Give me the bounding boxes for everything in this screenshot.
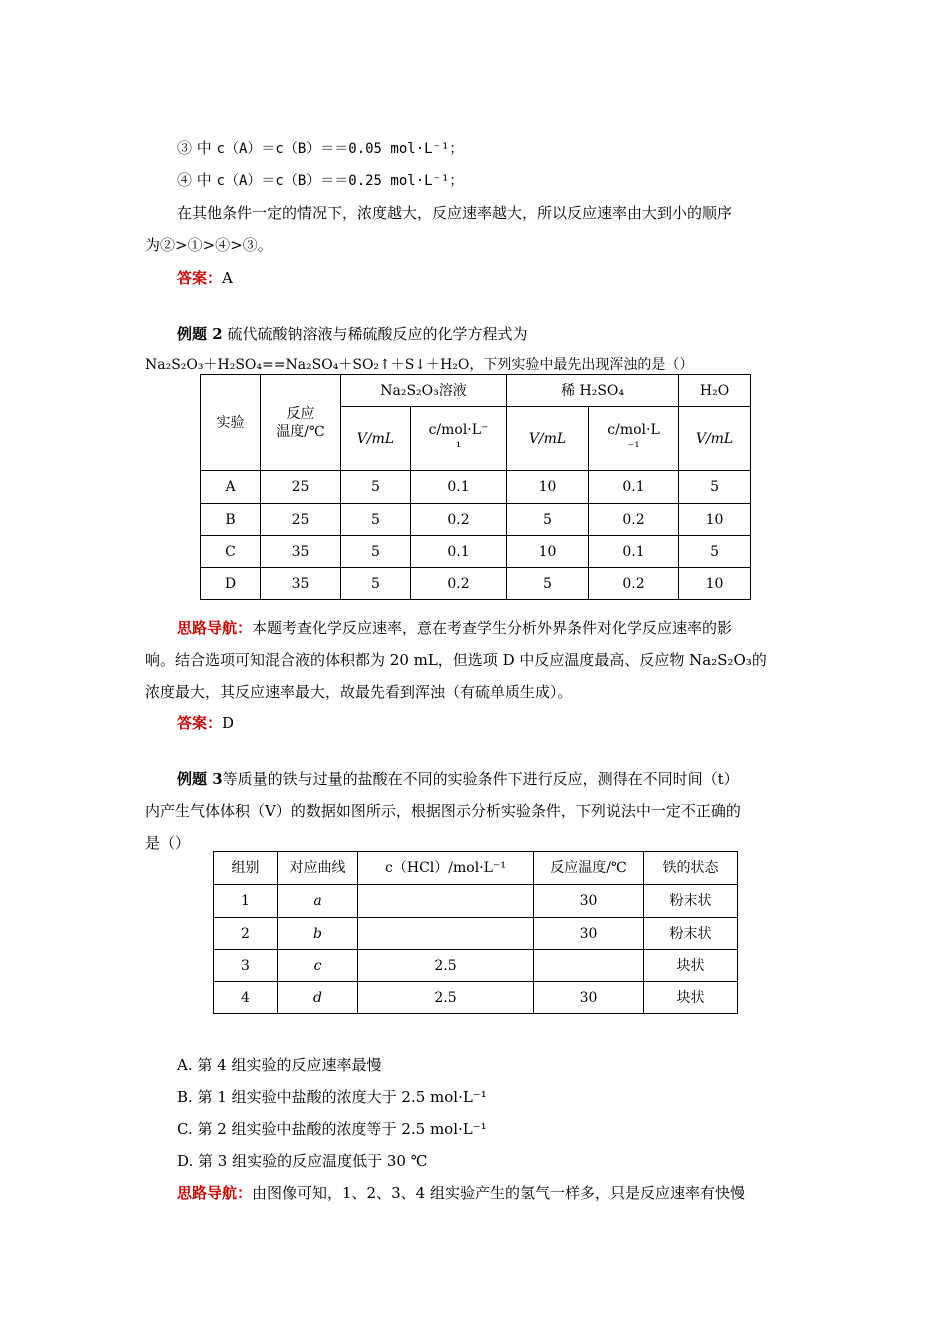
cell: 10 xyxy=(507,471,589,504)
item-label: ④ 中 xyxy=(177,171,217,189)
analysis-label: 思路导航： xyxy=(177,619,253,637)
cell: 0.2 xyxy=(411,568,507,600)
cell: D xyxy=(201,568,261,600)
table-row xyxy=(201,504,751,536)
table-row xyxy=(201,471,751,504)
header-h2so4: 稀 H₂SO₄ xyxy=(507,375,679,407)
item-label: ③ 中 xyxy=(177,139,217,157)
header-volume: V/mL xyxy=(679,407,751,471)
example-title: 例题 3 xyxy=(177,770,223,788)
header-volume: V/mL xyxy=(341,407,411,471)
header-iron-state: 铁的状态 xyxy=(644,852,738,885)
header-curve: 对应曲线 xyxy=(278,852,358,885)
answer-label: 答案： xyxy=(177,714,223,732)
cell: 3 xyxy=(214,950,278,982)
cell: 5 xyxy=(507,504,589,536)
table-row xyxy=(214,982,738,1014)
cell: b xyxy=(278,918,358,950)
header-conc-line2: ¹ xyxy=(455,439,462,455)
cell: 25 xyxy=(261,504,341,536)
table-row xyxy=(214,885,738,918)
cell: 2.5 xyxy=(358,950,534,982)
example-text: 内产生气体体积（V）的数据如图所示，根据图示分析实验条件，下列说法中一定不正确的 xyxy=(145,802,741,820)
cell: d xyxy=(278,982,358,1014)
table-row xyxy=(214,918,738,950)
cell: 块状 xyxy=(644,950,738,982)
cell: 5 xyxy=(341,536,411,568)
cell xyxy=(358,918,534,950)
header-na2s2o3: Na₂S₂O₃溶液 xyxy=(341,375,507,407)
header-water: H₂O xyxy=(679,375,751,407)
analysis-text: 响。结合选项可知混合液的体积都为 20 mL，但选项 D 中反应温度最高、反应物 Na₂S₂O₃的 xyxy=(145,651,767,669)
analysis-text: 由图像可知，1、2、3、4 组实验产生的氢气一样多，只是反应速率有快慢 xyxy=(252,1184,745,1202)
cell: 0.2 xyxy=(589,504,679,536)
cell: 0.1 xyxy=(589,536,679,568)
cell: 0.1 xyxy=(411,471,507,504)
cell: 5 xyxy=(341,504,411,536)
cell: c xyxy=(278,950,358,982)
experiment-table-2 xyxy=(213,851,738,1014)
cell: 30 xyxy=(534,982,644,1014)
header-experiment: 实验 xyxy=(201,375,261,471)
cell: B xyxy=(201,504,261,536)
cell: 粉末状 xyxy=(644,918,738,950)
analysis-label: 思路导航： xyxy=(177,1184,253,1202)
header-conc-line1: c/mol·L⁻ xyxy=(428,421,489,438)
option-c: C. 第 2 组实验中盐酸的浓度等于 2.5 mol·L⁻¹ xyxy=(177,1120,487,1138)
answer-value: A xyxy=(222,269,233,287)
example-text: 等质量的铁与过量的盐酸在不同的实验条件下进行反应，测得在不同时间（t） xyxy=(222,770,739,788)
option-d: D. 第 3 组实验的反应温度低于 30 ℃ xyxy=(177,1152,428,1170)
analysis-text: 本题考查化学反应速率，意在考查学生分析外界条件对化学反应速率的影 xyxy=(252,619,733,637)
header-temp-line1: 反应 xyxy=(286,405,315,422)
analysis-line xyxy=(177,618,732,638)
cell: 5 xyxy=(341,471,411,504)
cell: 粉末状 xyxy=(644,885,738,918)
cell: 0.1 xyxy=(589,471,679,504)
header-concentration xyxy=(589,407,679,471)
answer-value: D xyxy=(222,714,235,732)
header-concentration xyxy=(411,407,507,471)
table-row xyxy=(214,950,738,982)
cell: A xyxy=(201,471,261,504)
example-title: 例题 2 xyxy=(177,325,223,343)
equation-line: Na₂S₂O₃＋H₂SO₄==Na₂SO₄＋SO₂↑＋S↓＋H₂O，下列实验中最先出现浑浊的是（） xyxy=(145,357,694,373)
experiment-table-1 xyxy=(200,374,751,600)
header-temperature xyxy=(261,375,341,471)
cell: 5 xyxy=(679,536,751,568)
cell: 0.2 xyxy=(411,504,507,536)
cell: 0.2 xyxy=(589,568,679,600)
example2-heading xyxy=(177,324,527,344)
table-row xyxy=(201,536,751,568)
example-text: 硫代硫酸钠溶液与稀硫酸反应的化学方程式为 xyxy=(222,325,528,343)
condition-line-4 xyxy=(177,170,463,191)
header-temperature: 反应温度/℃ xyxy=(534,852,644,885)
paragraph-line: 在其他条件一定的情况下，浓度越大，反应速率越大，所以反应速率由大到小的顺序 xyxy=(177,204,733,222)
cell: 35 xyxy=(261,568,341,600)
answer-label: 答案： xyxy=(177,269,223,287)
cell: 1 xyxy=(214,885,278,918)
example3-heading xyxy=(177,769,739,789)
cell xyxy=(358,885,534,918)
option-b: B. 第 1 组实验中盐酸的浓度大于 2.5 mol·L⁻¹ xyxy=(177,1088,487,1106)
concentration-text: c（A）＝c（B）＝＝0.25 mol·L⁻¹； xyxy=(216,173,464,189)
cell: 5 xyxy=(341,568,411,600)
example-text: 是（） xyxy=(145,834,191,852)
cell: 2 xyxy=(214,918,278,950)
header-volume: V/mL xyxy=(507,407,589,471)
analysis-text: 浓度最大，其反应速率最大，故最先看到浑浊（有硫单质生成）。 xyxy=(145,683,573,701)
paragraph-line: 为②>①>④>③。 xyxy=(145,236,273,254)
cell: 35 xyxy=(261,536,341,568)
cell: 0.1 xyxy=(411,536,507,568)
cell: 2.5 xyxy=(358,982,534,1014)
answer-line xyxy=(177,713,234,733)
option-a: A. 第 4 组实验的反应速率最慢 xyxy=(177,1056,382,1074)
cell: 5 xyxy=(507,568,589,600)
header-conc-line2: ⁻¹ xyxy=(627,439,640,455)
cell: 10 xyxy=(679,568,751,600)
cell: 4 xyxy=(214,982,278,1014)
cell: 10 xyxy=(507,536,589,568)
cell: 30 xyxy=(534,918,644,950)
concentration-text: c（A）＝c（B）＝＝0.05 mol·L⁻¹； xyxy=(216,141,464,157)
condition-line-3 xyxy=(177,138,463,159)
cell: 25 xyxy=(261,471,341,504)
header-group: 组别 xyxy=(214,852,278,885)
header-conc-line1: c/mol·L xyxy=(607,421,660,438)
cell: C xyxy=(201,536,261,568)
cell: 10 xyxy=(679,504,751,536)
cell: 5 xyxy=(679,471,751,504)
answer-line xyxy=(177,268,233,288)
cell xyxy=(534,950,644,982)
header-hcl-concentration: c（HCl）/mol·L⁻¹ xyxy=(358,852,534,885)
analysis-line xyxy=(177,1183,745,1203)
cell: a xyxy=(278,885,358,918)
cell: 30 xyxy=(534,885,644,918)
table-row xyxy=(201,568,751,600)
cell: 块状 xyxy=(644,982,738,1014)
header-temp-line2: 温度/℃ xyxy=(276,423,325,440)
